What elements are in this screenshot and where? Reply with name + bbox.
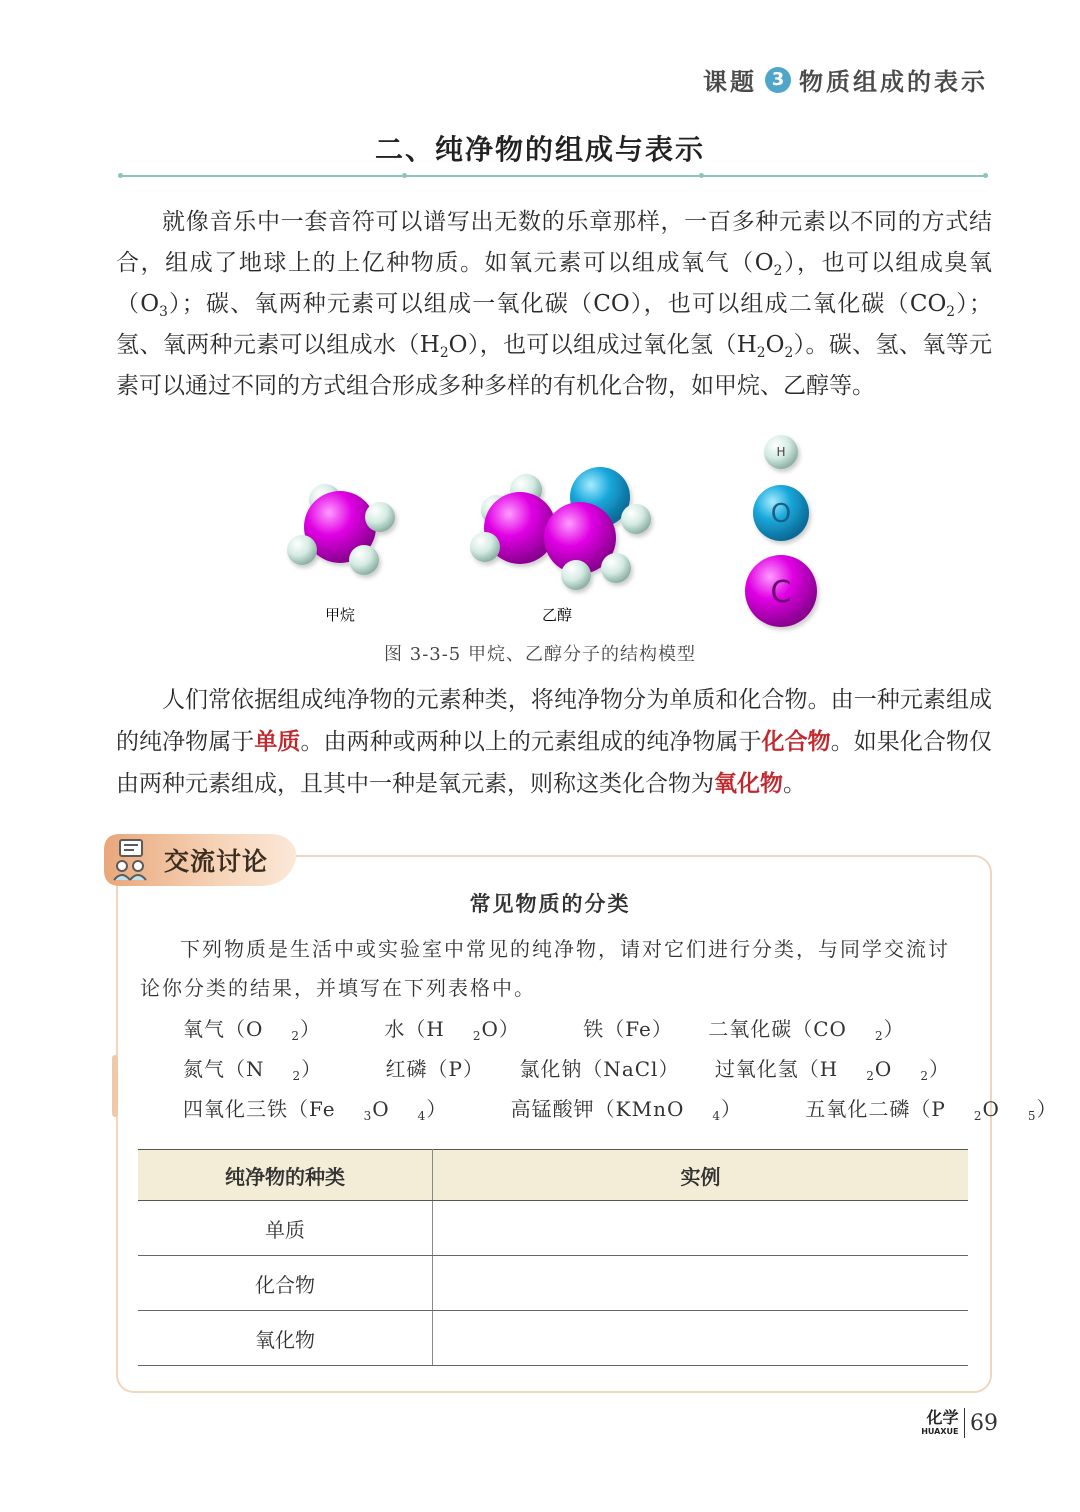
discussion-instructions: 下列物质是生活中或实验室中常见的纯净物，请对它们进行分类，与同学交流讨论你分类的结果，并填写在下列表格中。	[140, 937, 950, 1000]
methane-model	[287, 484, 395, 575]
ethanol-model	[470, 467, 651, 590]
molecule-models-illustration	[270, 425, 830, 635]
examples-cell-elemental-substance[interactable]	[433, 1201, 969, 1256]
section-title: 二、纯净物的组成与表示	[374, 133, 705, 166]
carbon-atom-label: C	[770, 575, 792, 610]
substance-item: 过氧化氢（H $_2$O $_2$）	[714, 1057, 950, 1084]
examples-cell-compound[interactable]	[433, 1256, 969, 1311]
row-label-compound: 化合物	[138, 1256, 433, 1311]
substance-list-row-3	[183, 1093, 1080, 1122]
substance-item: 铁（Fe）	[583, 1017, 673, 1041]
figure-caption: 图 3-3-5 甲烷、乙醇分子的结构模型	[384, 644, 696, 665]
substance-list-row-1	[183, 1013, 961, 1042]
classification-paragraph: 人们常依据组成纯净物的元素种类，将纯净物分为单质和化合物。由一种元素组成的纯净物属于单质。由两种或两种以上的元素组成的纯净物属于化合物。如果化合物仅由两种元素组成，且其中一种是氧元素，则称这类化合物为氧化物。	[116, 687, 993, 797]
classification-table	[138, 1149, 968, 1366]
chapter-header	[703, 62, 988, 97]
page-number: 69	[970, 1410, 998, 1436]
substance-item: 高锰酸钾（KMnO $_4$）	[510, 1097, 743, 1124]
discussion-title: 常见物质的分类	[469, 892, 631, 916]
intro-paragraph: 就像音乐中一套音符可以谱写出无数的乐章那样，一百多种元素以不同的方式结合，组成了地球上的上亿种物质。如氧元素可以组成氧气$(O_2)$，也可以组成臭氧$(O_3)$；碳、氧两种元素可以组成一氧化碳（CO），也可以组成二氧化碳$(CO_2)$；氢、氧两种元素可以组成水$(H_2O)$，也可以组成过氧化氢$(H_2O_2)$。碳、氢、氧等元素可以通过不同的方式组合形成多种多样的有机化合物，如甲烷、乙醇等。	[116, 209, 993, 399]
oxygen-atom-label: O	[770, 499, 792, 529]
substance-item: 红磷（P）	[385, 1057, 484, 1081]
footer-subject-pinyin: HUAXUE	[921, 1427, 959, 1436]
column-header-category: 纯净物的种类	[138, 1150, 433, 1201]
substance-list-row-2	[183, 1053, 1006, 1082]
substance-item: 四氧化三铁（Fe $_3$O $_4$）	[183, 1097, 448, 1124]
keyword-oxide: 氧化物	[714, 770, 783, 797]
column-header-examples: 实例	[433, 1150, 969, 1201]
substance-item: 五氧化二磷（P $_2$O $_5$）	[805, 1097, 1058, 1124]
table-header-row	[138, 1150, 968, 1201]
substance-item: 氯化钠（NaCl）	[519, 1057, 680, 1081]
molecule-figure	[270, 425, 830, 635]
row-label-oxide: 氧化物	[138, 1311, 433, 1366]
substance-item: 水（H $_2$O）	[384, 1017, 520, 1044]
row-label-elemental-substance: 单质	[138, 1201, 433, 1256]
footer-subject: 化学	[926, 1408, 959, 1427]
discussion-tag-label: 交流讨论	[164, 847, 269, 876]
title-divider	[118, 174, 988, 177]
substance-item: 二氧化碳（CO $_2$）	[708, 1017, 905, 1044]
hydrogen-atom-label: H	[776, 445, 786, 459]
methane-label: 甲烷	[325, 606, 356, 624]
keyword-compound: 化合物	[761, 728, 831, 755]
substance-item: 氮气（N $_2$）	[183, 1057, 323, 1084]
table-row	[138, 1256, 968, 1311]
discussion-box-accent	[112, 1055, 118, 1117]
table-row	[138, 1201, 968, 1256]
substance-item: 氧气（O $_2$）	[183, 1017, 322, 1044]
keyword-elemental-substance: 单质	[254, 728, 301, 755]
ethanol-label: 乙醇	[542, 606, 573, 624]
examples-cell-oxide[interactable]	[433, 1311, 969, 1366]
page-footer	[921, 1408, 998, 1438]
header-prefix: 课题	[703, 68, 757, 96]
table-row	[138, 1311, 968, 1366]
lesson-number-badge: 3	[765, 67, 791, 93]
header-topic: 物质组成的表示	[799, 68, 988, 96]
